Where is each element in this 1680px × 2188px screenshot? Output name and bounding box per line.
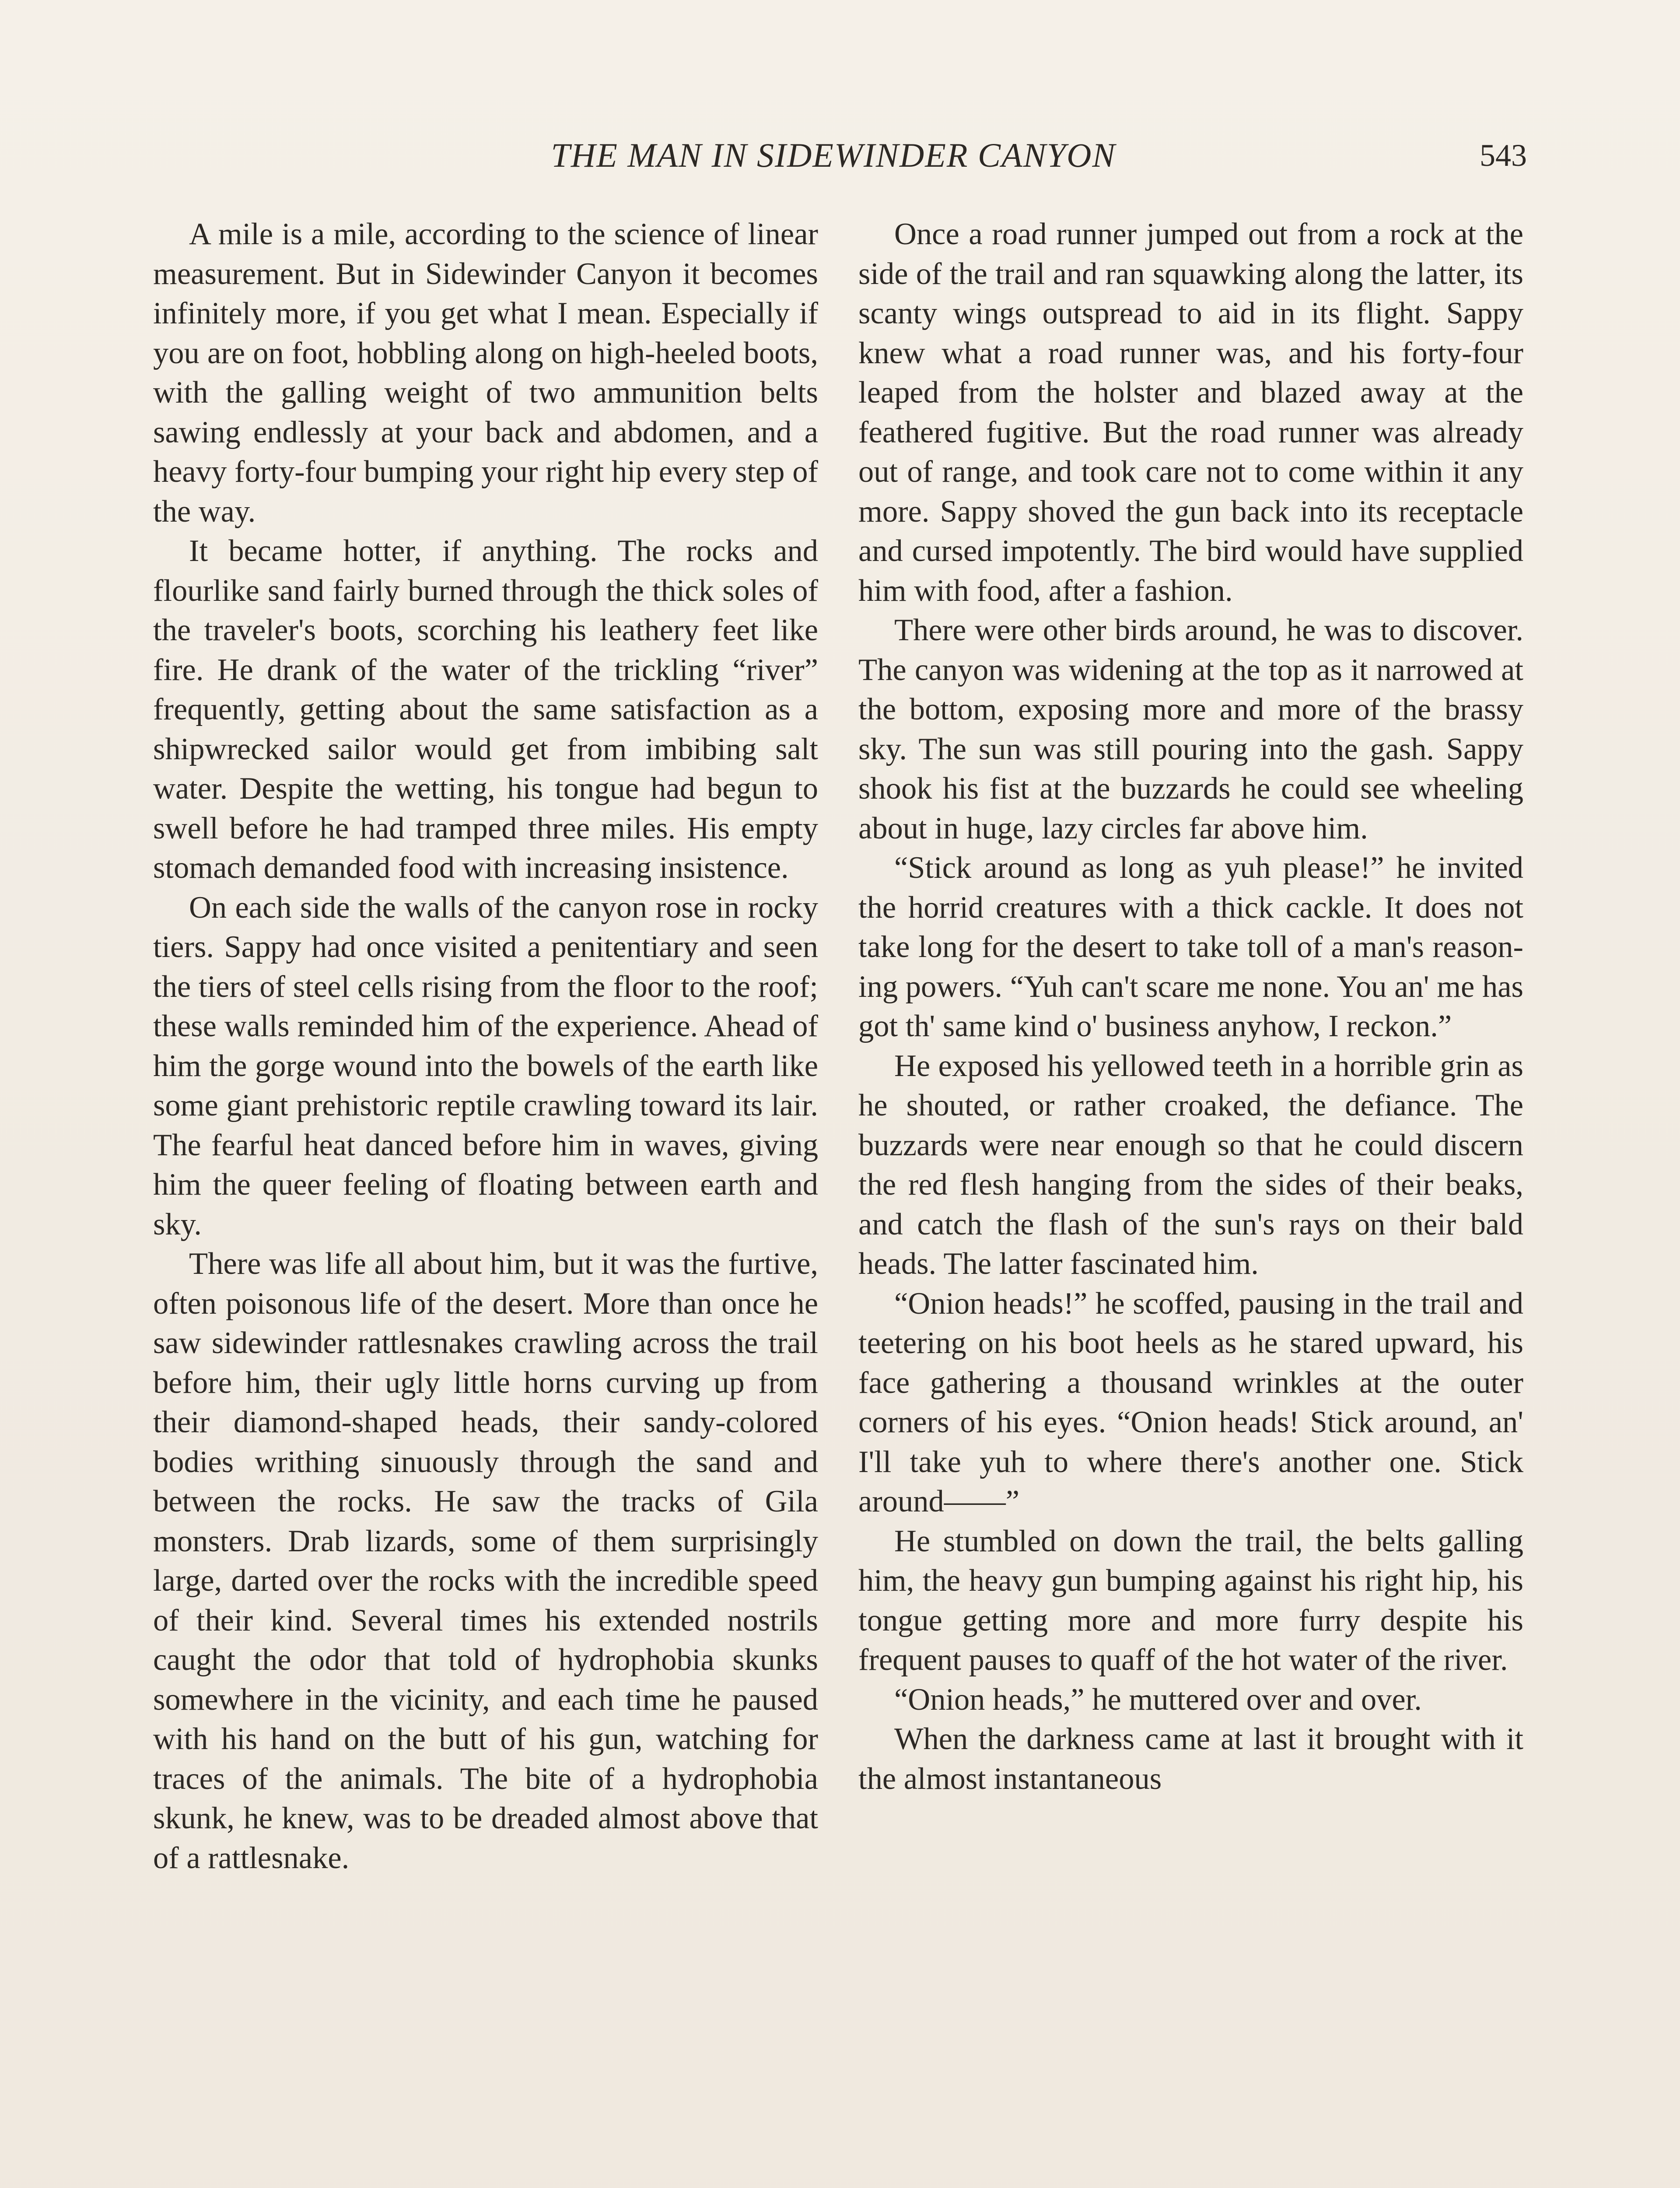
paragraph: “Stick around as long as yuh please!” he invited the horrid creatures with a thick cackle. It does not take long for the desert to take toll of a man's reasoning powers. “Yuh can't scare me none. You an' me has got th' same kind o' business anyhow, I reckon.” bbox=[858, 851, 1523, 1043]
running-title: THE MAN IN SIDEWINDER CANYON bbox=[551, 136, 1116, 174]
paragraph: He stumbled on down the trail, the belts galling him, the heavy gun bumping against his right hip, his tongue getting more and more furry despite his frequent pauses to quaff of the hot water of the river. bbox=[858, 1524, 1523, 1677]
paragraph: On each side the walls of the canyon rose in rocky tiers. Sappy had once visited a penitentiary and seen the tiers of steel cells rising from the floor to the roof; these walls reminded him of the experience. Ahead of him the gorge wound into the bowels of the earth like some giant prehistoric reptile crawling toward its lair. The fearful heat danced before him in waves, giving him the queer feeling of floating between earth and sky. bbox=[153, 890, 818, 1241]
paragraph: Once a road runner jumped out from a rock at the side of the trail and ran squawking along the latter, its scanty wings outspread to aid in its flight. Sappy knew what a road runner was, and his forty-four leaped from the holster and blazed away at the feathered fugitive. But the road runner was already out of range, and took care not to come within it any more. Sappy shoved the gun back into its receptacle and cursed impotently. The bird would have supplied him with food, after a fashion. bbox=[858, 217, 1523, 608]
paragraph: A mile is a mile, according to the science of linear measurement. But in Sidewinder Canyon it becomes infinitely more, if you get what I mean. Especially if you are on foot, hobbling along on high-heeled boots, with the galling weight of two ammunition belts sawing endlessly at your back and abdomen, and a heavy forty-four bumping your right hip every step of the way. bbox=[153, 217, 818, 529]
running-head bbox=[153, 131, 1527, 179]
page-number: 543 bbox=[1480, 138, 1527, 173]
paragraph: There was life all about him, but it was the furtive, often poisonous life of the desert. More than once he saw sidewinder rattlesnakes crawling across the trail before him, their ugly little horns curving up from their diamond-shaped heads, their sandy-colored bodies writhing sinuously through the sand and between the rocks. He saw the tracks of Gila monsters. Drab lizards, some of them surprisingly large, darted over the rocks with the incredible speed of their kind. Several times his extended nostrils caught the odor that told of hydrophobia skunks somewhere in the vicinity, and each time he paused with his hand on the butt of his gun, watching for traces of the animals. The bite of a hydrophobia skunk, he knew, was to be dreaded almost above that of a rattlesnake. bbox=[153, 1247, 818, 1875]
paragraph: There were other birds around, he was to discover. The canyon was widening at the top as it narrowed at the bottom, exposing more and more of the brassy sky. The sun was still pouring into the gash. Sappy shook his fist at the buzzards he could see wheeling about in huge, lazy circles far above him. bbox=[858, 613, 1523, 845]
paragraph: It became hotter, if anything. The rocks and flourlike sand fairly burned through the thick soles of the traveler's boots, scorching his leathery feet like fire. He drank of the water of the trickling “river” frequently, getting about the same satisfaction as a shipwrecked sailor would get from imbibing salt water. Despite the wetting, his tongue had begun to swell before he had tramped three miles. His empty stomach demanded food with increasing insistence. bbox=[153, 534, 818, 885]
left-column bbox=[153, 214, 818, 2188]
right-column bbox=[858, 214, 1523, 2188]
paragraph: He exposed his yellowed teeth in a horrible grin as he shouted, or rather croaked, the defiance. The buzzards were near enough so that he could discern the red flesh hanging from the sides of their beaks, and catch the flash of the sun's rays on their bald heads. The latter fascinated him. bbox=[858, 1048, 1523, 1281]
paragraph: “Onion heads!” he scoffed, pausing in the trail and teetering on his boot heels as he stared upward, his face gathering a thousand wrinkles at the outer corners of his eyes. “Onion heads! Stick around, an' I'll take yuh to where there's another one. Stick around——” bbox=[858, 1286, 1523, 1518]
paragraph: “Onion heads,” he muttered over and over. bbox=[894, 1682, 1422, 1717]
paragraph: When the darkness came at last it brought with it the almost instantaneous bbox=[858, 1722, 1523, 1796]
